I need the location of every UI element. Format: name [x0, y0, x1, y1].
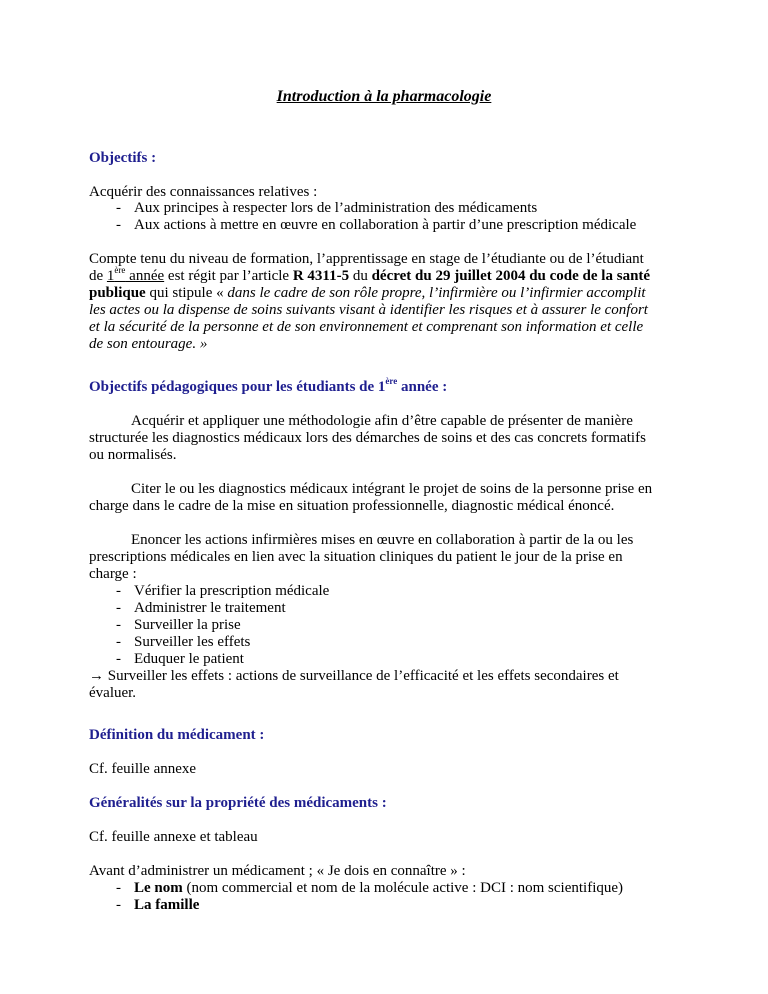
- paragraph-line: prescriptions médicales en lien avec la situation cliniques du patient le jour de la prise en: [89, 549, 623, 565]
- paragraph-line: ou normalisés.: [89, 447, 177, 463]
- paragraph-line: Enoncer les actions infirmières mises en œuvre en collaboration à partir de la ou les: [131, 532, 634, 548]
- paragraph-line: charge :: [89, 566, 137, 582]
- paragraph-line: évaluer.: [89, 685, 137, 701]
- quote-line: les actes ou la dispense de soins suivants visant à identifier les risques et à assurer le confort: [89, 302, 648, 318]
- list-item-text: Aux principes à respecter lors de l’administration des médicaments: [134, 200, 538, 216]
- list-item-text: Surveiller les effets: [134, 634, 251, 650]
- bullet-dash: -: [116, 651, 121, 667]
- list-item-text: Surveiller la prise: [134, 617, 241, 633]
- bullet-dash: -: [116, 217, 121, 233]
- paragraph-line: [89, 265, 651, 285]
- paragraph-line: Cf. feuille annexe: [89, 761, 197, 777]
- section-heading-definition: Définition du médicament :: [89, 727, 265, 743]
- quote-line: de son entourage. »: [89, 336, 208, 352]
- text-run: 1: [106, 268, 115, 284]
- bullet-dash: -: [116, 897, 121, 913]
- bullet-dash: -: [116, 880, 121, 896]
- superscript: ère: [385, 376, 398, 386]
- bullet-dash: -: [116, 583, 121, 599]
- page-title: Introduction à la pharmacologie: [276, 88, 492, 105]
- paragraph-line: Citer le ou les diagnostics médicaux intégrant le projet de soins de la personne prise en: [131, 481, 653, 497]
- text-run: (nom commercial et nom de la molécule active : DCI : nom scientifique): [182, 880, 624, 896]
- arrow-right-icon: →: [89, 668, 104, 684]
- decree-reference: décret du 29 juillet 2004 du code de la santé: [371, 268, 651, 284]
- section-heading-generalites: Généralités sur la propriété des médicaments :: [89, 795, 387, 811]
- text-run: Objectifs pédagogiques pour les étudiants de 1: [89, 379, 386, 395]
- text-run: est régit par l’article: [164, 268, 293, 284]
- text-run: publique: [89, 285, 146, 301]
- list-item-text: Vérifier la prescription médicale: [134, 583, 330, 599]
- paragraph-line: [89, 285, 646, 302]
- text-run: année :: [397, 379, 448, 395]
- text-run: Surveiller les effets : actions de surveillance de l’efficacité et les effets secondaires et: [104, 668, 619, 684]
- paragraph-line: structurée les diagnostics médicaux lors des démarches de soins et des cas concrets formatifs: [89, 430, 646, 446]
- quote-line: et la sécurité de la personne et de son environnement et comprenant son information et celle: [89, 319, 644, 335]
- paragraph-line: charge dans le cadre de la mise en situation professionnelle, diagnostic médical énoncé.: [89, 498, 615, 514]
- list-item-text: La famille: [134, 897, 200, 913]
- quote-text: dans le cadre de son rôle propre, l’infirmière ou l’infirmier accomplit: [227, 285, 646, 301]
- objectifs-intro: Acquérir des connaissances relatives :: [89, 184, 318, 200]
- paragraph-line: Compte tenu du niveau de formation, l’apprentissage en stage de l’étudiante ou de l’étudiant: [89, 251, 644, 267]
- section-heading-objectifs: Objectifs :: [89, 150, 157, 166]
- text-run: année: [125, 268, 165, 284]
- article-reference: R 4311-5: [292, 268, 350, 284]
- text-run: du: [349, 268, 372, 284]
- text-run: [106, 265, 165, 284]
- paragraph-line: Avant d’administrer un médicament ; « Je dois en connaître » :: [89, 863, 466, 879]
- section-heading-pedagogiques: [89, 376, 448, 396]
- bullet-dash: -: [116, 617, 121, 633]
- paragraph-line: [89, 668, 619, 685]
- list-item-text: [134, 880, 623, 897]
- bullet-dash: -: [116, 634, 121, 650]
- list-item-text: Administrer le traitement: [134, 600, 286, 616]
- paragraph-line: Acquérir et appliquer une méthodologie afin d’être capable de présenter de manière: [131, 413, 633, 429]
- list-item-text: Eduquer le patient: [134, 651, 244, 667]
- superscript: ère: [114, 265, 126, 275]
- text-run: qui stipule «: [145, 285, 228, 301]
- list-item-text: Aux actions à mettre en œuvre en collaboration à partir d’une prescription médicale: [134, 217, 637, 233]
- paragraph-line: Cf. feuille annexe et tableau: [89, 829, 258, 845]
- text-run: de: [89, 268, 107, 284]
- bullet-dash: -: [116, 200, 121, 216]
- bullet-dash: -: [116, 600, 121, 616]
- text-run: Le nom: [134, 880, 183, 896]
